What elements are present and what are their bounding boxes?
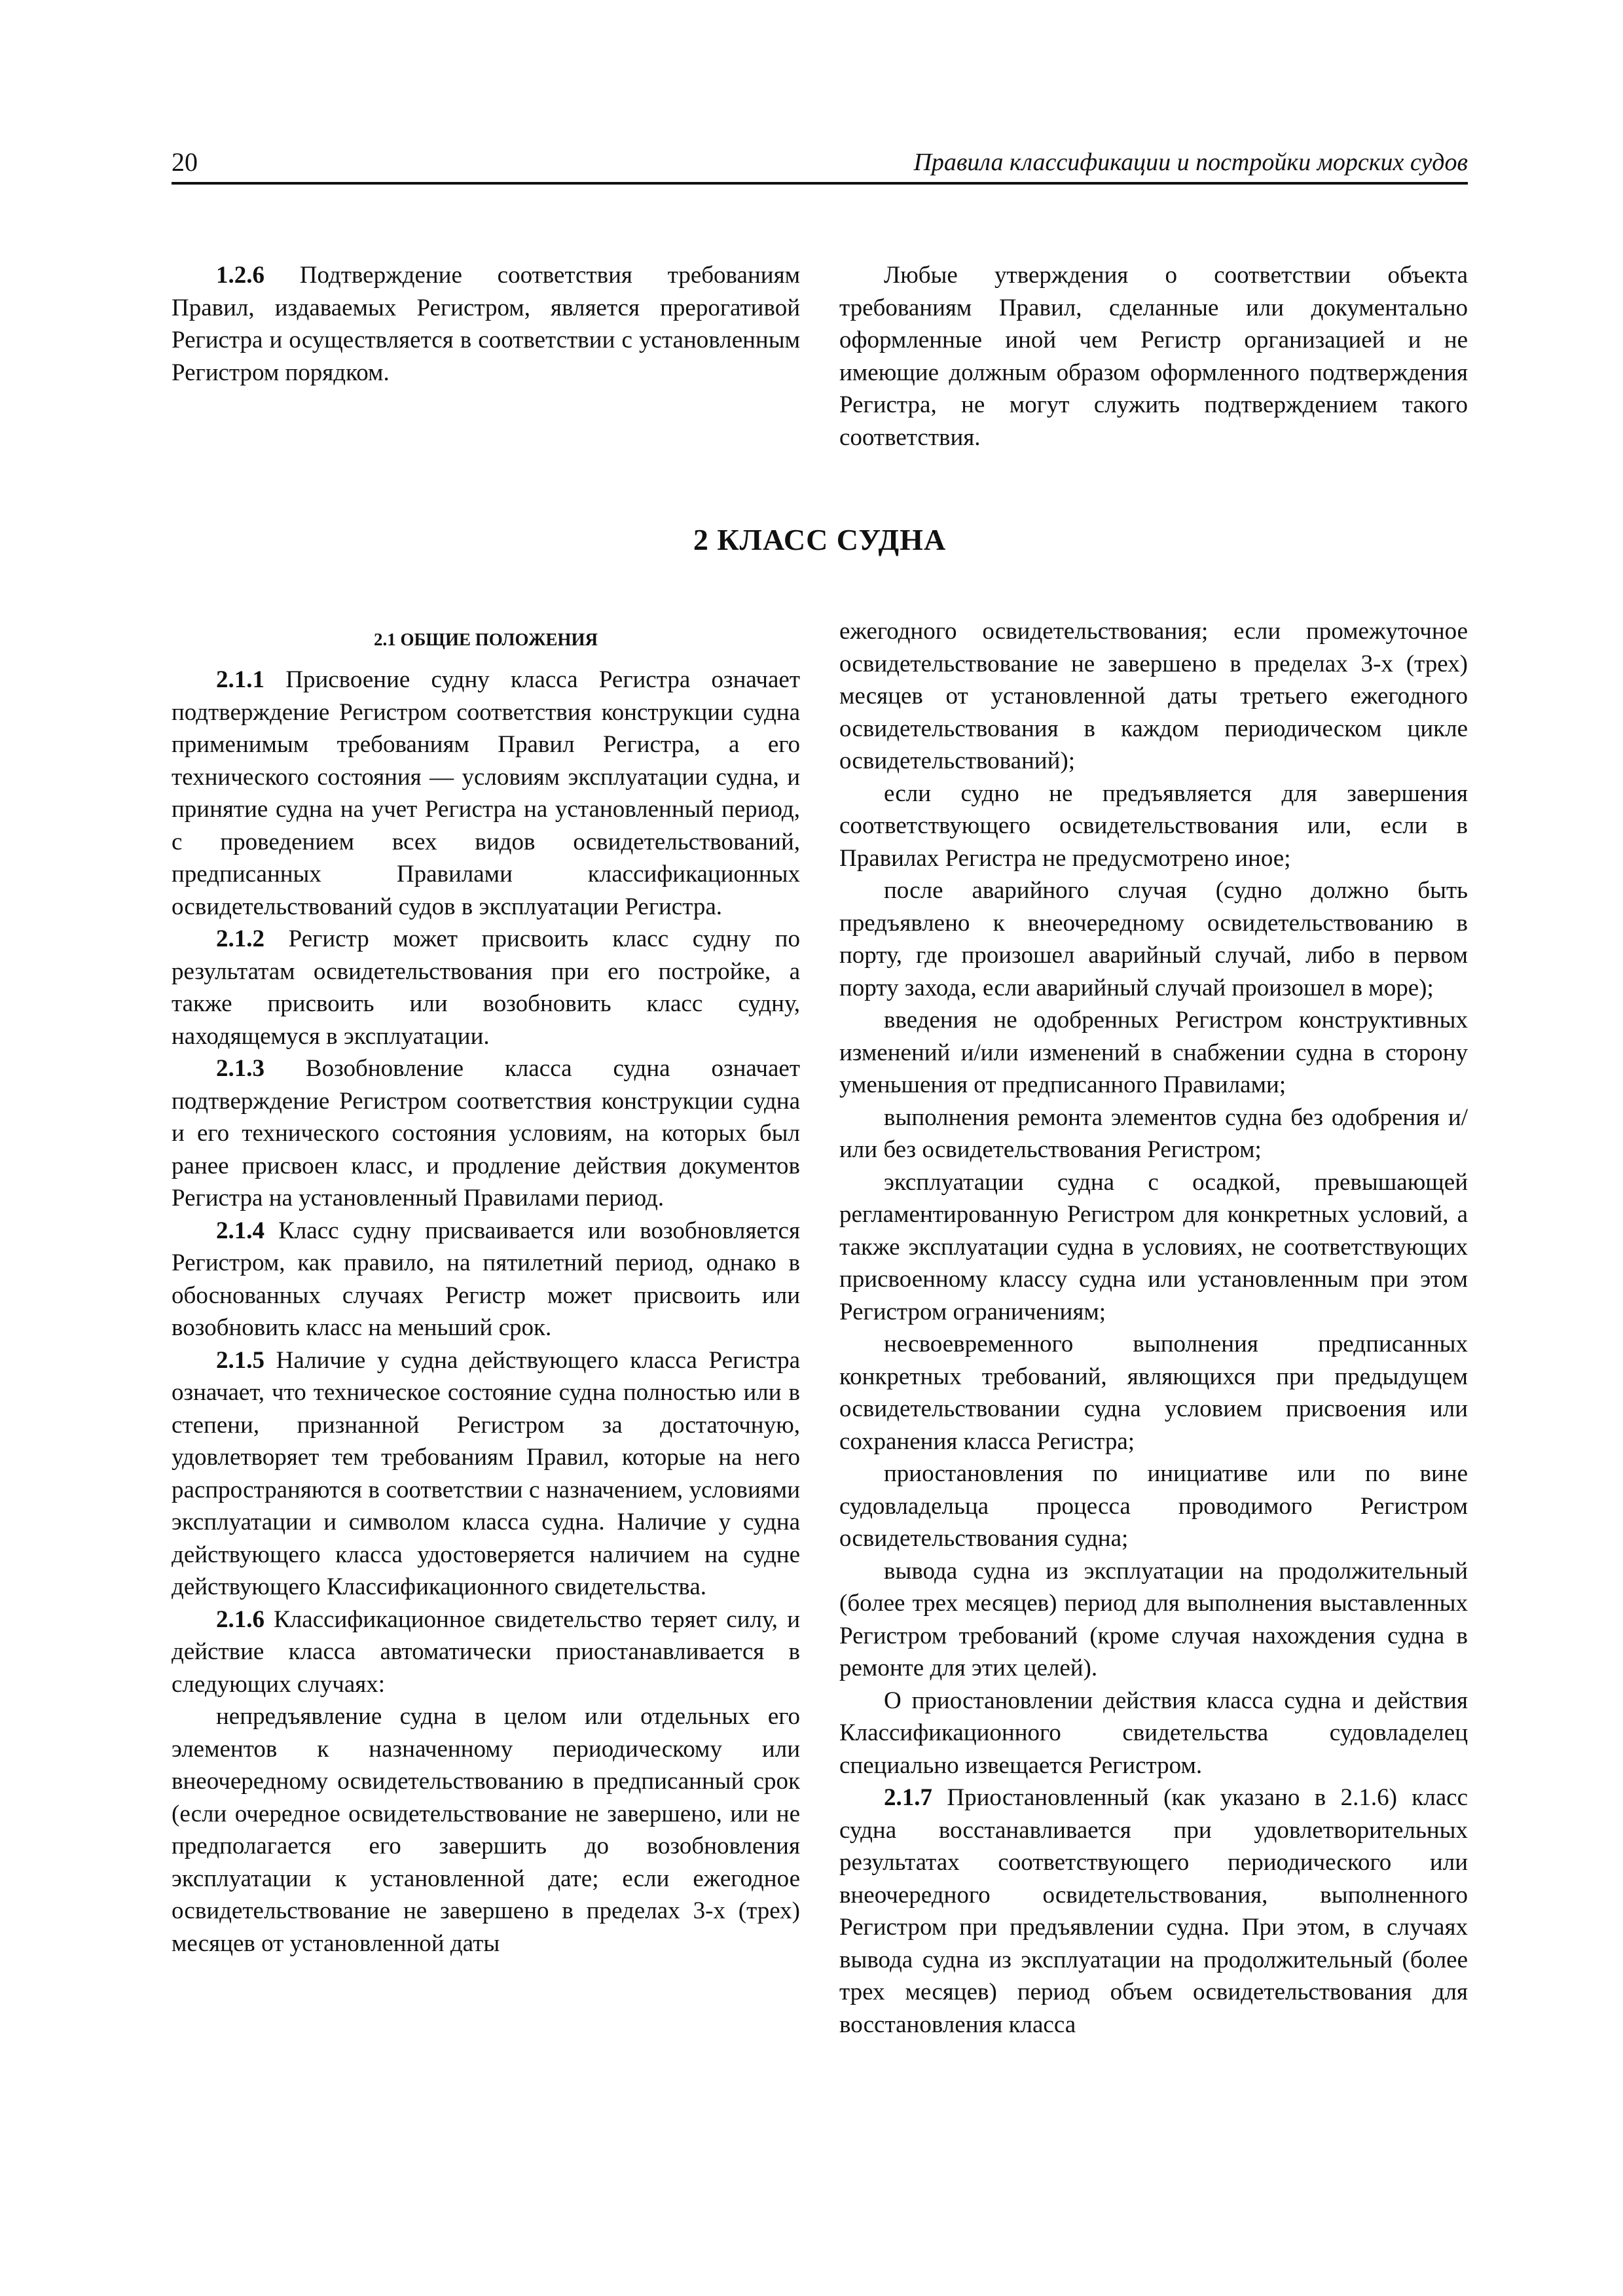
list-item: непредъявление судна в целом или отдельных его элементов к назначенному периодическому или внеочередному освидетельствованию в предписанный срок (если очередное освидетельствование не завершено, или не предполагается его завершить до возобновления эксплуатации к установленной дате; если ежегодное освидетельствование не завершено в пределах 3-х (трех) месяцев от установленной даты (172, 1703, 800, 1957)
chapter-title: 2 КЛАСС СУДНА (693, 523, 947, 556)
clause-number: 2.1.6 (216, 1605, 264, 1633)
paragraph-2-1-5: 2.1.5 Наличие у судна действующего класса Регистра означает, что техническое состояние судна полностью или в степени, признанной Регистром за достаточную, удовлетворяет тем требованиям Правил, которые на него распространяются в соответствии с назначением, условиями эксплуатации и символом класса судна. Наличие у судна действующего класса удостоверяется наличием на судне действующего Классификационного свидетельства. (172, 1346, 800, 1600)
list-item: эксплуатации судна с осадкой, превышающей регламентированную Регистром для конкретных условий, а также эксплуатации судна в условиях, не соответствующих присвоенному классу судна или установленным при этом Регистром ограничениям; (839, 1168, 1468, 1325)
paragraph-2-1-3: 2.1.3 Возобновление класса судна означает подтверждение Регистром соответствия конструкции судна и его технического состояния условиям, на которых был ранее присвоен класс, и продление действия документов Регистра на установленный Правилами период. (172, 1055, 800, 1211)
clause-number: 2.1.1 (216, 666, 264, 693)
list-item: если судно не предъявляется для завершения соответствующего освидетельствования или, если в Правилах Регистра не предусмотрено иное; (839, 780, 1468, 872)
left-column (172, 615, 800, 1960)
clause-number: 2.1.5 (216, 1346, 264, 1374)
clause-number: 2.1.7 (884, 1784, 932, 1811)
page-number: 20 (172, 147, 198, 177)
list-item: после аварийного случая (судно должно быть предъявлено к внеочередному освидетельствованию в порту, где произошел аварийный случай, либо в первом порту захода, если аварийный случай произошел в море); (839, 877, 1468, 1001)
clause-number: 2.1.4 (216, 1217, 264, 1244)
list-item: выполнения ремонта элементов судна без одобрения и/или без освидетельствования Регистром; (839, 1103, 1468, 1163)
intro-left-column (172, 259, 800, 389)
list-item: несвоевременного выполнения предписанных конкретных требований, являющихся при предыдущем освидетельствовании судна условием присвоения или сохранения класса Регистра; (839, 1331, 1468, 1455)
section-title: 2.1 ОБЩИЕ ПОЛОЖЕНИЯ (373, 630, 598, 649)
intro-right-column (839, 259, 1468, 454)
paragraph-2-1-4: 2.1.4 Класс судну присваивается или возобновляется Регистром, как правило, на пятилетний период, однако в обоснованных случаях Регистр может присвоить или возобновить класс на меньший срок. (172, 1217, 800, 1341)
paragraph-continued: ежегодного освидетельствования; если промежуточное освидетельствование не завершено в пределах 3-х (трех) месяцев от установленной даты третьего ежегодного освидетельствования в каждом периодическом цикле освидетельствований); (839, 618, 1468, 774)
clause-number: 2.1.2 (216, 925, 264, 952)
paragraph-1-2-6-continued: Любые утверждения о соответствии объекта требованиям Правил, сделанные или документально оформленные иной чем Регистр организацией и не имеющие должным образом оформленного подтверждения Регистра, не могут служить подтверждением такого соответствия. (839, 262, 1468, 451)
list-item: вывода судна из эксплуатации на продолжительный (более трех месяцев) период для выполнения выставленных Регистром требований (кроме случая нахождения судна в ремонте для этих целей). (839, 1557, 1468, 1681)
paragraph-2-1-7: 2.1.7 Приостановленный (как указано в 2.1.6) класс судна восстанавливается при удовлетворительных результатах соответствующего периодического или внеочередного освидетельствования, выполненного Регистром при предъявлении судна. При этом, в случаях вывода судна из эксплуатации на продолжительный (более трех месяцев) период объем освидетельствования для восстановления класса (839, 1784, 1468, 2038)
list-item: введения не одобренных Регистром конструктивных изменений и/или изменений в снабжении судна в сторону уменьшения от предписанного Правилами; (839, 1007, 1468, 1098)
clause-number: 2.1.3 (216, 1055, 264, 1082)
right-column (839, 615, 1468, 2041)
paragraph-2-1-2: 2.1.2 Регистр может присвоить класс судну по результатам освидетельствования при его постройке, а также присвоить или возобновить класс судну, находящемуся в эксплуатации. (172, 925, 800, 1050)
page-header (172, 139, 1468, 185)
clause-number: 1.2.6 (216, 262, 264, 289)
running-title: Правила классификации и постройки морских судов (913, 149, 1468, 176)
paragraph-1-2-6: 1.2.6 Подтверждение соответствия требованиям Правил, издаваемых Регистром, является прерогативой Регистра и осуществляется в соответствии с установленным Регистром порядком. (172, 262, 800, 386)
notice-paragraph: О приостановлении действия класса судна и действия Классификационного свидетельства судовладелец специально извещается Регистром. (839, 1687, 1468, 1779)
list-item: приостановления по инициативе или по вине судовладельца процесса проводимого Регистром освидетельствования судна; (839, 1460, 1468, 1552)
paragraph-2-1-6: 2.1.6 Классификационное свидетельство теряет силу, и действие класса автоматически приостанавливается в следующих случаях: (172, 1605, 800, 1698)
paragraph-2-1-1: 2.1.1 Присвоение судну класса Регистра означает подтверждение Регистром соответствия конструкции судна применимым требованиям Правил Регистра, а его технического состояния — условиям эксплуатации судна, и принятие судна на учет Регистра на установленный период, с проведением всех видов освидетельствований, предписанных Правилами классификационных освидетельствований судов в эксплуатации Регистра. (172, 666, 800, 920)
